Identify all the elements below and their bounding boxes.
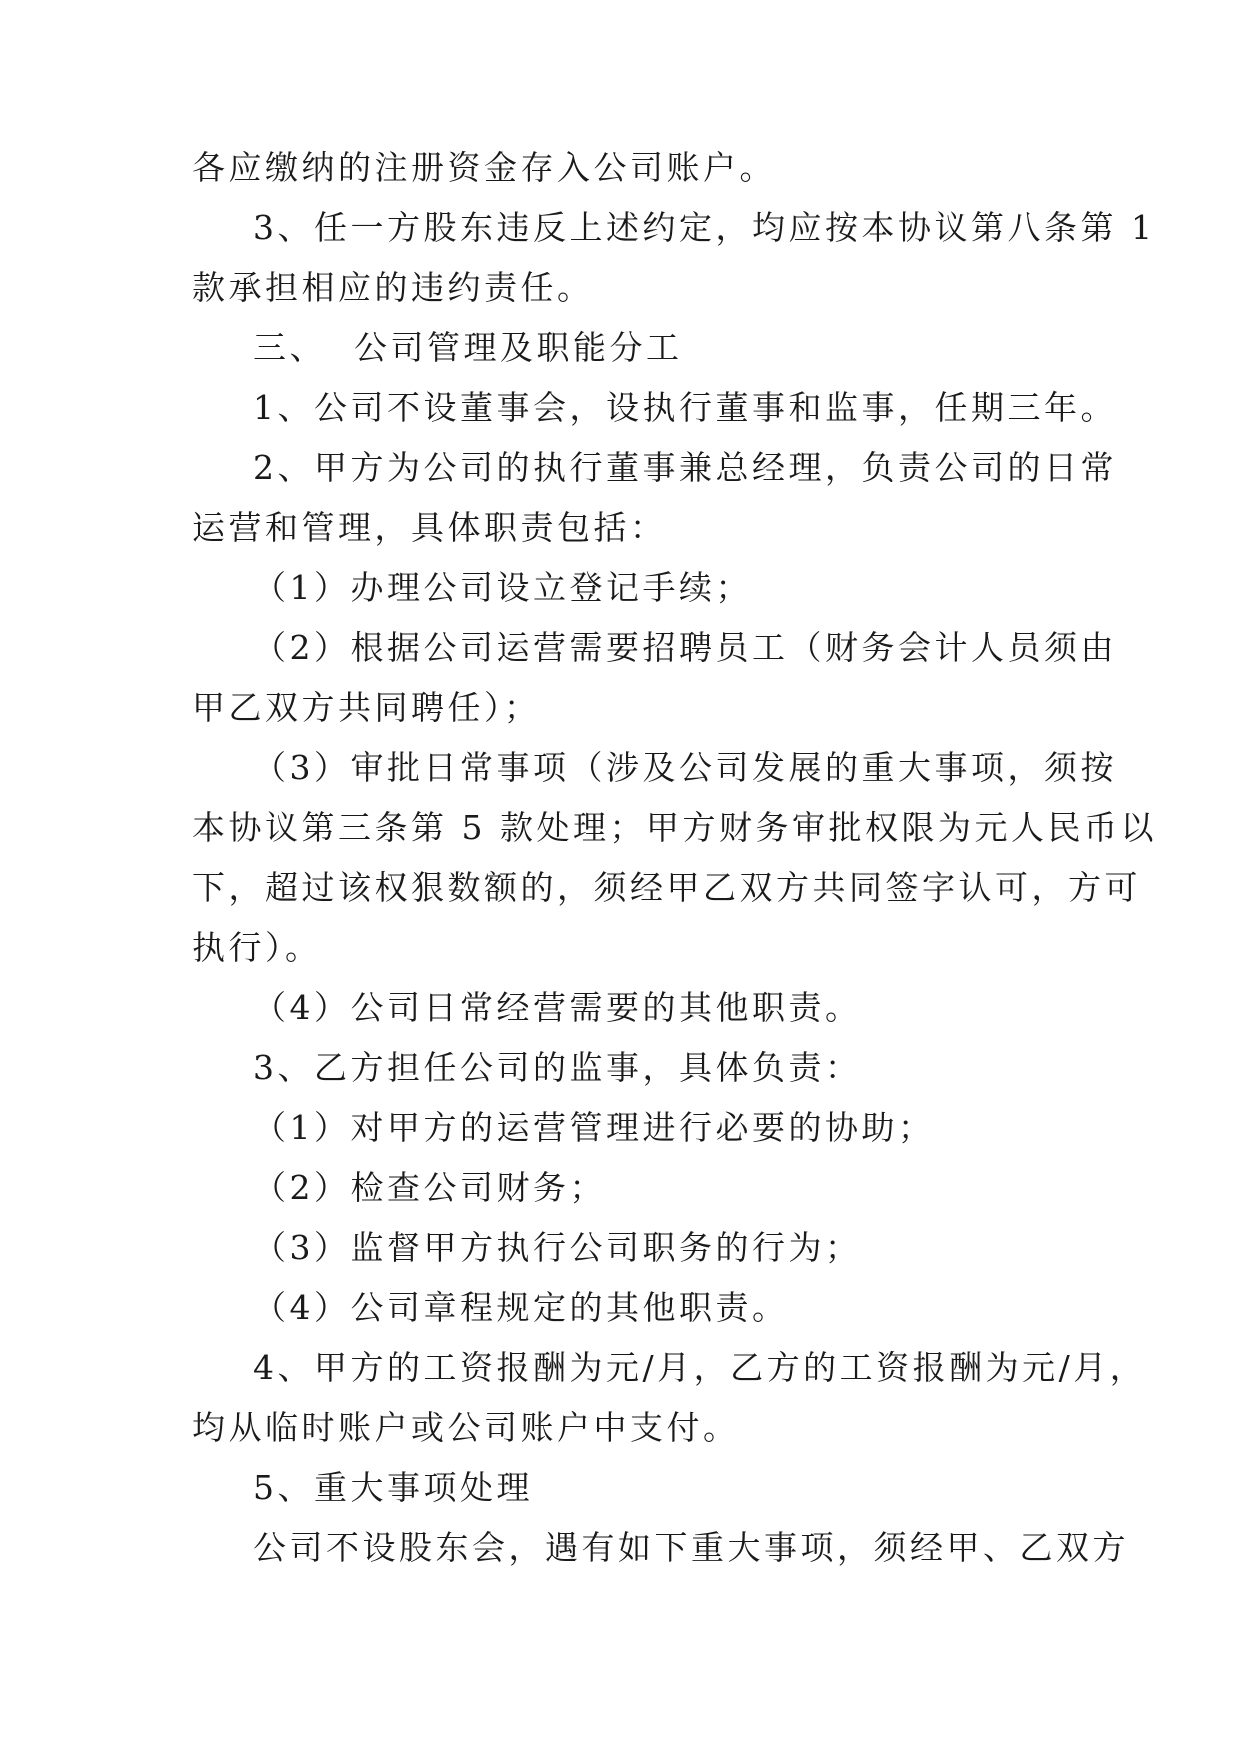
list-item: （1）对甲方的运营管理进行必要的协助；	[253, 1108, 935, 1147]
text-line-14: 执行）。	[192, 928, 322, 967]
list-item: （2）检查公司财务；	[253, 1168, 606, 1207]
text-line-24: 公司不设股东会，遇有如下重大事项，须经甲、乙双方	[253, 1528, 1129, 1567]
text-line-21: 4、甲方的工资报酬为元/月，乙方的工资报酬为元/月，	[253, 1348, 1147, 1387]
text-line-5: 1、公司不设董事会，设执行董事和监事，任期三年。	[253, 388, 1117, 427]
text-line-7: 运营和管理，具体职责包括：	[192, 508, 667, 547]
text-line-13: 下，超过该权狠数额的，须经甲乙双方共同签字认可，方可	[192, 868, 1141, 907]
list-item: （4）公司章程规定的其他职责。	[253, 1288, 789, 1327]
text-line-2: 3、任一方股东违反上述约定，均应按本协议第八条第 1	[253, 208, 1156, 247]
text-line-12: 本协议第三条第 5 款处理；甲方财务审批权限为元人民币以	[192, 808, 1157, 847]
list-item: （2）根据公司运营需要招聘员工（财务会计人员须由	[253, 628, 1117, 667]
list-item: （3）监督甲方执行公司职务的行为；	[253, 1228, 862, 1267]
text-line-6: 2、甲方为公司的执行董事兼总经理，负责公司的日常	[253, 448, 1117, 487]
subsection-heading: 5、重大事项处理	[253, 1468, 533, 1507]
list-item: （4）公司日常经营需要的其他职责。	[253, 988, 862, 1027]
text-line-16: 3、乙方担任公司的监事，具体负责：	[253, 1048, 862, 1087]
text-line-10: 甲乙双方共同聘任）；	[192, 688, 541, 727]
text-line-3: 款承担相应的违约责任。	[192, 268, 594, 307]
list-item: （1）办理公司设立登记手续；	[253, 568, 752, 607]
section-heading: 三、 公司管理及职能分工	[253, 328, 683, 367]
text-line-22: 均从临时账户或公司账户中支付。	[192, 1408, 740, 1447]
text-line-1: 各应缴纳的注册资金存入公司账户。	[192, 148, 776, 187]
list-item: （3）审批日常事项（涉及公司发展的重大事项，须按	[253, 748, 1117, 787]
